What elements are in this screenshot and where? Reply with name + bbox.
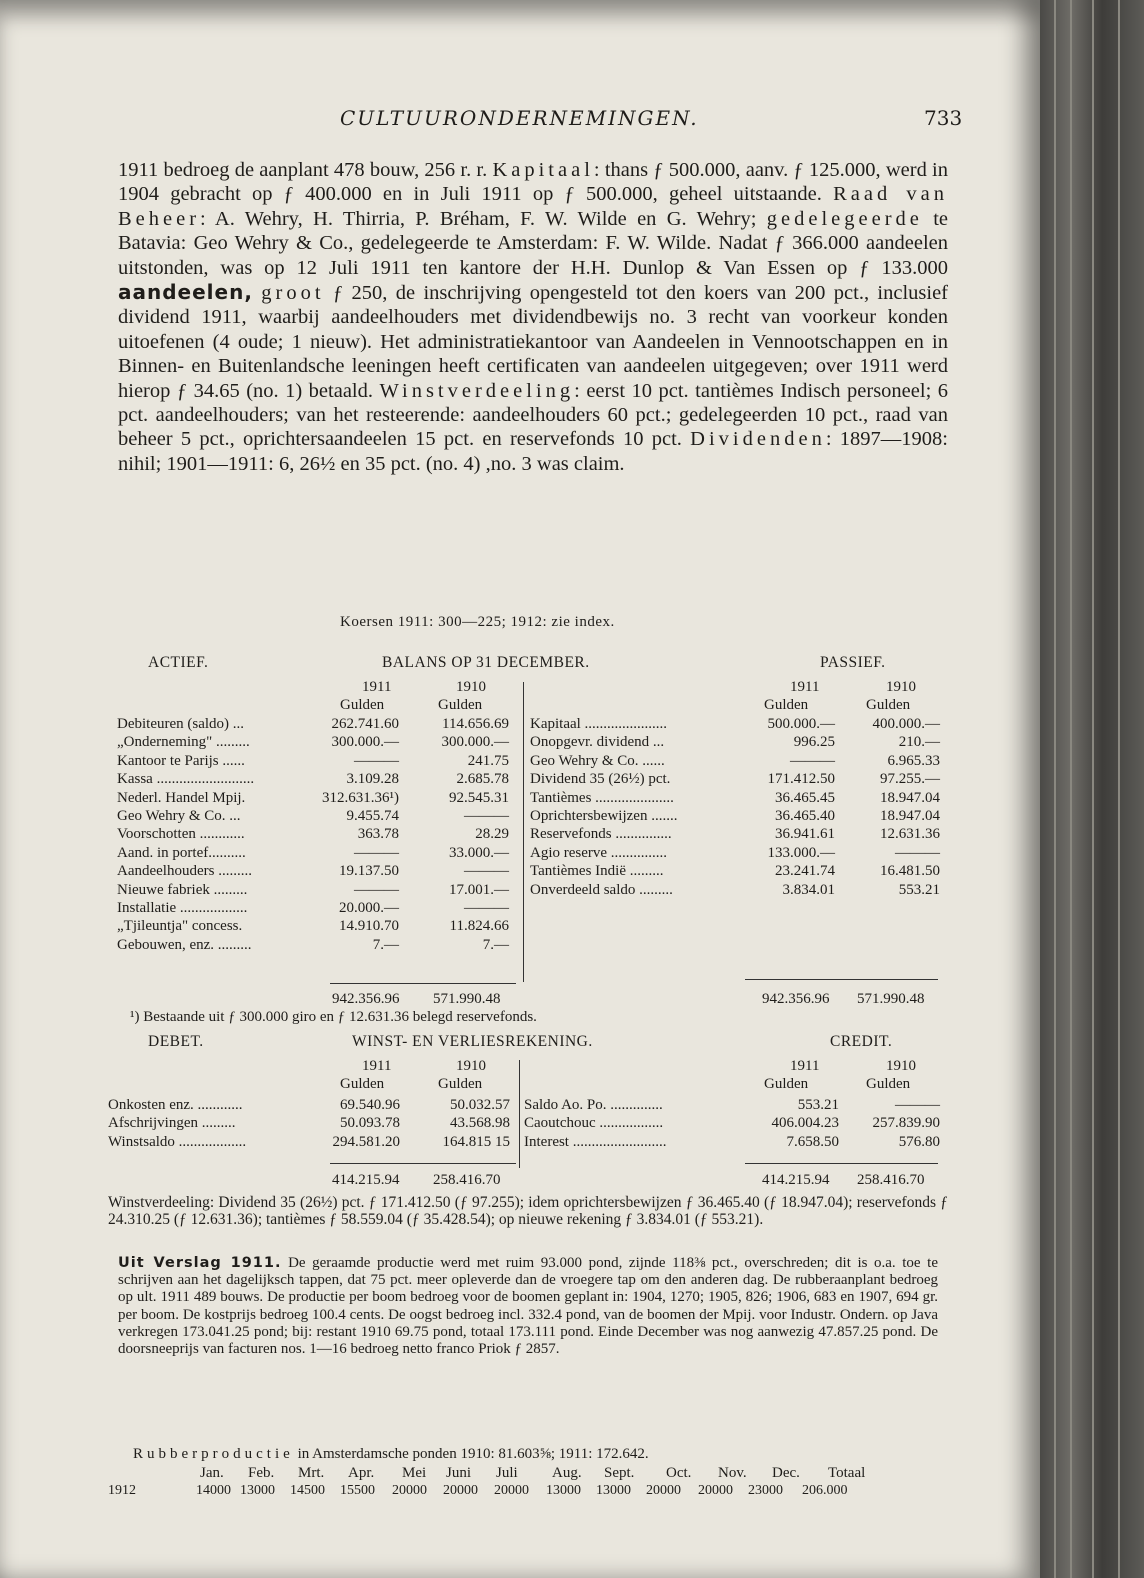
- month-value: 206.000: [802, 1483, 848, 1498]
- spaced-term-gedelegeerde: gedelegeerde: [766, 207, 923, 230]
- value-1911: 50.093.78: [340, 1115, 400, 1132]
- value-1910: 2.685.78: [456, 771, 509, 788]
- table-row: [117, 807, 517, 825]
- col-unit: Gulden: [438, 1076, 483, 1093]
- table-row: [530, 825, 940, 843]
- passief-table: [530, 715, 940, 899]
- row-label: Saldo Ao. Po. ..............: [524, 1097, 663, 1113]
- balans-total-rule-right: [745, 979, 938, 980]
- value-1910: ———: [464, 899, 509, 916]
- winst-total-rule-right: [745, 1163, 938, 1164]
- table-row: [530, 807, 940, 825]
- row-label: Onverdeeld saldo .........: [530, 881, 673, 898]
- value-1910: 164.815 15: [442, 1133, 510, 1150]
- running-title: CULTUURONDERNEMINGEN.: [340, 106, 699, 130]
- col-unit: Gulden: [866, 697, 911, 714]
- table-row: [530, 789, 940, 807]
- row-label: Tantièmes Indië .........: [530, 863, 664, 880]
- value-1911: 23.241.74: [775, 863, 835, 880]
- text-run: ƒ 250, de inschrijving opengesteld tot den koers van 200 pct., inclusief dividend 1911, waarbij aandeelhouders met dividendbewijs no. 3 recht van voorkeur konden uitoefenen (4 oude; 1 nieuw). Het administratiekantoor van Aandeelen in Vennootschappen en in Binnen- en Buitenlandsche leeningen heeft certificaten van aandeelen uitgegeven; over 1911 werd hierop ƒ 34.65 (no. 1) betaald.: [118, 282, 949, 402]
- year-label: 1912: [108, 1483, 136, 1498]
- text-run: : thans ƒ 500.000, aanv. ƒ 125.000, werd in 1904 gebracht op ƒ 400.000 en in Juli 1911 op ƒ 500.000, geheel uitstaande.: [118, 159, 948, 206]
- value-1911: 69.540.96: [340, 1097, 400, 1113]
- row-label: „Onderneming" .........: [117, 734, 250, 751]
- balans-divider: [523, 682, 524, 982]
- winst-total-rule-left: [330, 1163, 516, 1164]
- table-row: [530, 770, 940, 788]
- table-row: [524, 1114, 940, 1132]
- value-1911: 294.581.20: [332, 1133, 400, 1150]
- text-run: : A. Wehry, H. Thirria, P. Bréham, F. W. Wilde en G. Wehry;: [200, 207, 767, 230]
- table-row: [524, 1133, 940, 1151]
- value-1911: ———: [354, 844, 399, 861]
- table-row: [117, 862, 517, 880]
- total-left-1910: 571.990.48: [433, 991, 501, 1007]
- value-1911: 7.—: [372, 936, 399, 953]
- spaced-term-raad-van-beheer: Raad van Beheer: [118, 183, 948, 230]
- month-value: 20000: [443, 1483, 478, 1498]
- month-value: 20000: [494, 1483, 529, 1498]
- value-1910: 257.839.90: [872, 1115, 940, 1132]
- winst-column-headers: [0, 1057, 1040, 1094]
- col-unit: Gulden: [340, 1076, 385, 1093]
- table-row: [524, 1096, 940, 1114]
- row-label: Caoutchouc .................: [524, 1115, 664, 1132]
- value-1910: 16.481.50: [880, 863, 940, 880]
- rubber-production-line: [133, 1446, 649, 1463]
- value-1910: 18.947.04: [880, 807, 940, 824]
- page-edge: [1040, 0, 1144, 1578]
- value-1911: 36.465.40: [775, 807, 835, 824]
- value-1910: ———: [895, 844, 940, 861]
- col-unit: Gulden: [866, 1076, 911, 1093]
- col-year-1910: 1910: [456, 1058, 486, 1074]
- row-label: Geo Wehry & Co. ......: [530, 752, 665, 769]
- row-label: Geo Wehry & Co. ...: [117, 807, 241, 824]
- verslag-heading: Uit Verslag 1911.: [118, 1255, 282, 1271]
- col-year-1911: 1911: [790, 679, 820, 695]
- month-value: 13000: [240, 1483, 275, 1498]
- month-label: Mei: [402, 1465, 427, 1481]
- page-number: 733: [924, 106, 963, 130]
- table-row: [117, 770, 517, 788]
- table-row: [117, 899, 517, 917]
- col-unit: Gulden: [438, 697, 483, 714]
- value-1911: 36.465.45: [775, 789, 835, 806]
- table-row: [108, 1133, 518, 1151]
- row-label: Kassa ..........................: [117, 771, 255, 788]
- value-1910: 300.000.—: [441, 734, 509, 751]
- total-left-1910: 258.416.70: [433, 1172, 501, 1188]
- row-label: Aand. in portef..........: [117, 844, 246, 861]
- table-row: [117, 881, 517, 899]
- table-row: [117, 789, 517, 807]
- value-1910: 43.568.98: [450, 1115, 510, 1132]
- month-label: Sept.: [604, 1465, 635, 1481]
- month-value: 20000: [646, 1483, 681, 1498]
- month-value: 14500: [290, 1483, 325, 1498]
- col-year-1911: 1911: [362, 1058, 392, 1074]
- spaced-term-kapitaal: Kapitaal: [492, 159, 594, 181]
- value-1910: 97.255.—: [880, 771, 940, 788]
- value-1911: 262.741.60: [331, 716, 399, 732]
- row-label: Interest .........................: [524, 1133, 667, 1150]
- value-1910: 210.—: [898, 734, 940, 751]
- col-year-1910: 1910: [456, 679, 486, 695]
- debet-header: DEBET.: [148, 1033, 204, 1050]
- month-label: Feb.: [248, 1465, 275, 1481]
- value-1910: 11.824.66: [449, 918, 509, 935]
- row-label: Aandeelhouders .........: [117, 863, 252, 880]
- value-1910: ———: [895, 1097, 940, 1113]
- row-label: „Tjileuntja" concess.: [117, 918, 243, 935]
- table-row: [117, 825, 517, 843]
- value-1911: 171.412.50: [767, 771, 835, 788]
- table-row: [117, 936, 517, 954]
- value-1911: 14.910.70: [339, 918, 399, 935]
- month-value: 15500: [340, 1483, 375, 1498]
- row-label: Installatie ..................: [117, 899, 248, 916]
- text-run: te Batavia: Geo Wehry & Co., gedelegeerde te Amsterdam: F. W. Wilde. Nadat ƒ 366.000 aandeelen uitstonden, was op 12 Juli 1911 ten kantore der H.H. Dunlop & Van Essen op ƒ 133.000: [118, 207, 948, 279]
- value-1910: 12.631.36: [880, 826, 940, 843]
- value-1910: 28.29: [475, 826, 509, 843]
- balans-column-headers: [0, 678, 1040, 715]
- month-label: Apr.: [348, 1465, 375, 1481]
- month-label: Juli: [496, 1465, 518, 1481]
- value-1911: 133.000.—: [767, 844, 835, 861]
- col-year-1911: 1911: [362, 679, 392, 695]
- month-label: Oct.: [666, 1465, 692, 1481]
- table-row: [117, 844, 517, 862]
- month-value: 20000: [698, 1483, 733, 1498]
- value-1910: 7.—: [482, 936, 509, 953]
- value-1911: 406.004.23: [771, 1115, 839, 1132]
- table-row: [530, 715, 940, 733]
- month-value: 13000: [546, 1483, 581, 1498]
- row-label: Oprichtersbewijzen .......: [530, 807, 678, 824]
- text-run: : 1897—1908: nihil; 1901—1911: 6, 26½ en 35 pct. (no. 4) ,no. 3 was claim.: [118, 428, 948, 475]
- winstverdeeling-paragraph: [108, 1194, 948, 1228]
- table-row: [530, 733, 940, 751]
- value-1911: 3.834.01: [782, 881, 835, 898]
- value-1911: 553.21: [797, 1097, 839, 1113]
- table-row: [117, 733, 517, 751]
- row-label: Onopgevr. dividend ...: [530, 734, 665, 751]
- value-1911: 3.109.28: [346, 771, 399, 788]
- row-label: Tantièmes .....................: [530, 789, 674, 806]
- row-label: Winstsaldo ..................: [108, 1133, 247, 1150]
- month-label: Nov.: [718, 1465, 747, 1481]
- verslag-text: De geraamde productie werd met ruim 93.000 pond, zijnde 118⅜ pct., overschreden; dit is o.a. toe te schrijven aan het dagelijksch tappen, dat 75 pct. meer opleverde dan de vroegere tap om den anderen dag. De rubberaanplant bedroeg op ult. 1911 489 bouws. De productie per boom bedroeg voor de boomen geplant in: 1904, 1270; 1905, 826; 1906, 683 en 1907, 694 gr. per boom. De kostprijs bedroeg 100.4 cents. De oogst bedroeg incl. 332.4 pond, van de boomen der Mpij. voor Industr. Ondern. op Java verkregen 173.041.25 pond; bij: restant 1910 69.75 pond, totaal 173.111 pond. Einde December was nog aanwezig 47.857.25 pond. De doorsneeprijs van facturen nos. 1—16 bedroeg netto franco Priok ƒ 2857.: [118, 1255, 938, 1358]
- month-value: 14000: [196, 1483, 231, 1498]
- month-value: 23000: [748, 1483, 783, 1498]
- table-row: [530, 881, 940, 899]
- month-value: 13000: [596, 1483, 631, 1498]
- balans-total-rule-left: [330, 983, 516, 984]
- value-1911: 996.25: [793, 734, 835, 751]
- table-row: [117, 752, 517, 770]
- col-year-1910: 1910: [886, 679, 916, 695]
- value-1911: 19.137.50: [339, 863, 399, 880]
- row-label: Onkosten enz. ............: [108, 1097, 243, 1113]
- text-run: 1911 bedroeg de aanplant 478 bouw, 256 r. r.: [118, 159, 493, 181]
- winst-totals: [0, 1171, 1040, 1189]
- running-header: [0, 106, 1040, 136]
- value-1910: 576.80: [898, 1133, 940, 1150]
- total-right-1911: 942.356.96: [762, 991, 830, 1007]
- value-1911: 300.000.—: [331, 734, 399, 751]
- balans-title: BALANS OP 31 DECEMBER.: [382, 654, 590, 671]
- row-label: Nieuwe fabriek .........: [117, 881, 248, 898]
- value-1910: 92.545.31: [449, 789, 509, 806]
- value-1910: 553.21: [898, 881, 940, 898]
- month-label: Aug.: [552, 1465, 582, 1481]
- company-description: [118, 158, 948, 476]
- row-label: Kapitaal ......................: [530, 716, 668, 732]
- value-1911: 7.658.50: [786, 1133, 839, 1150]
- col-unit: Gulden: [764, 1076, 809, 1093]
- value-1911: ———: [790, 752, 835, 769]
- balans-footnote: ¹) Bestaande uit ƒ 300.000 giro en ƒ 12.631.36 belegd reservefonds.: [130, 1009, 537, 1025]
- row-label: Dividend 35 (26½) pct.: [530, 771, 671, 788]
- value-1910: 6.965.33: [887, 752, 940, 769]
- text-run: : eerst 10 pct. tantièmes Indisch personeel; 6 pct. aandeelhouders; van het resteerende: aandeelhouders 60 pct.; gedelegeerden 10 pct., raad van beheer 5 pct., oprichtersaandeelen 15 pct. en reservefonds 10 pct.: [118, 379, 948, 451]
- row-label: Afschrijvingen .........: [108, 1115, 236, 1132]
- value-1910: ———: [464, 807, 509, 824]
- value-1911: ———: [354, 752, 399, 769]
- table-row: [108, 1114, 518, 1132]
- row-label: Gebouwen, enz. .........: [117, 936, 252, 953]
- balans-totals: [0, 990, 1040, 1008]
- value-1910: 114.656.69: [442, 716, 509, 732]
- value-1911: 9.455.74: [346, 807, 399, 824]
- value-1911: 500.000.—: [767, 716, 835, 732]
- value-1911: 36.941.61: [775, 826, 835, 843]
- col-year-1911: 1911: [790, 1058, 820, 1074]
- total-left-1911: 414.215.94: [332, 1172, 400, 1188]
- bold-term-aandeelen: aandeelen,: [118, 280, 253, 305]
- credit-header: CREDIT.: [830, 1033, 893, 1050]
- debet-table: [108, 1096, 518, 1151]
- row-label: Voorschotten ............: [117, 826, 245, 843]
- row-label: Reservefonds ...............: [530, 826, 672, 843]
- row-label: Kantoor te Parijs ......: [117, 752, 245, 769]
- winst-title: WINST- EN VERLIESREKENING.: [352, 1033, 593, 1050]
- total-right-1910: 571.990.48: [857, 991, 925, 1007]
- month-label: Jan.: [200, 1465, 224, 1481]
- value-1910: 50.032.57: [450, 1097, 510, 1113]
- month-label: Totaal: [828, 1465, 866, 1481]
- value-1911: 20.000.—: [339, 899, 399, 916]
- row-label: Nederl. Handel Mpij.: [117, 789, 246, 806]
- value-1910: 18.947.04: [880, 789, 940, 806]
- value-1910: ———: [464, 863, 509, 880]
- spaced-term-winstverdeeling: Winstverdeeling: [379, 379, 575, 402]
- total-left-1911: 942.356.96: [332, 991, 400, 1007]
- value-1910: 33.000.—: [449, 844, 509, 861]
- row-label: Debiteuren (saldo) ...: [117, 716, 245, 732]
- verslag-paragraph: [118, 1255, 938, 1358]
- table-row: [530, 862, 940, 880]
- month-label: Juni: [446, 1465, 472, 1481]
- spaced-term-groot: groot: [261, 282, 325, 305]
- rubber-label: Rubberproductie: [133, 1446, 294, 1462]
- value-1910: 241.75: [467, 752, 509, 769]
- credit-table: [524, 1096, 940, 1151]
- table-row: [530, 844, 940, 862]
- value-1911: ———: [354, 881, 399, 898]
- actief-header: ACTIEF.: [148, 654, 209, 671]
- winstverdeeling-text: Winstverdeeling: Dividend 35 (26½) pct. ƒ 171.412.50 (ƒ 97.255); idem oprichtersbewijzen ƒ 36.465.40 (ƒ 18.947.04); reservefonds ƒ 24.310.25 (ƒ 12.631.36); tantièmes ƒ 58.559.04 (ƒ 35.428.54); op nieuwe rekening ƒ 3.834.01 (ƒ 553.21).: [108, 1194, 948, 1229]
- description-paragraph: [118, 158, 948, 476]
- passief-header: PASSIEF.: [820, 654, 886, 671]
- col-year-1910: 1910: [886, 1058, 916, 1074]
- table-row: [530, 752, 940, 770]
- month-value: 20000: [392, 1483, 427, 1498]
- winst-divider: [519, 1060, 520, 1168]
- value-1910: 400.000.—: [872, 716, 940, 732]
- value-1910: 17.001.—: [449, 881, 509, 898]
- table-row: [117, 917, 517, 935]
- koersen-line: Koersen 1911: 300—225; 1912: zie index.: [340, 614, 615, 630]
- month-label: Dec.: [772, 1465, 800, 1481]
- table-row: [108, 1096, 518, 1114]
- total-right-1910: 258.416.70: [857, 1172, 925, 1188]
- actief-table: [117, 715, 517, 954]
- rubber-text: in Amsterdamsche ponden 1910: 81.603⅝; 1911: 172.642.: [293, 1446, 649, 1462]
- value-1911: 312.631.36¹): [322, 789, 399, 806]
- month-label: Mrt.: [298, 1465, 325, 1481]
- col-unit: Gulden: [764, 697, 809, 714]
- row-label: Agio reserve ...............: [530, 844, 668, 861]
- total-right-1911: 414.215.94: [762, 1172, 830, 1188]
- col-unit: Gulden: [340, 697, 385, 714]
- table-row: [117, 715, 517, 733]
- value-1911: 363.78: [357, 826, 399, 843]
- spaced-term-dividenden: Dividenden: [690, 428, 826, 451]
